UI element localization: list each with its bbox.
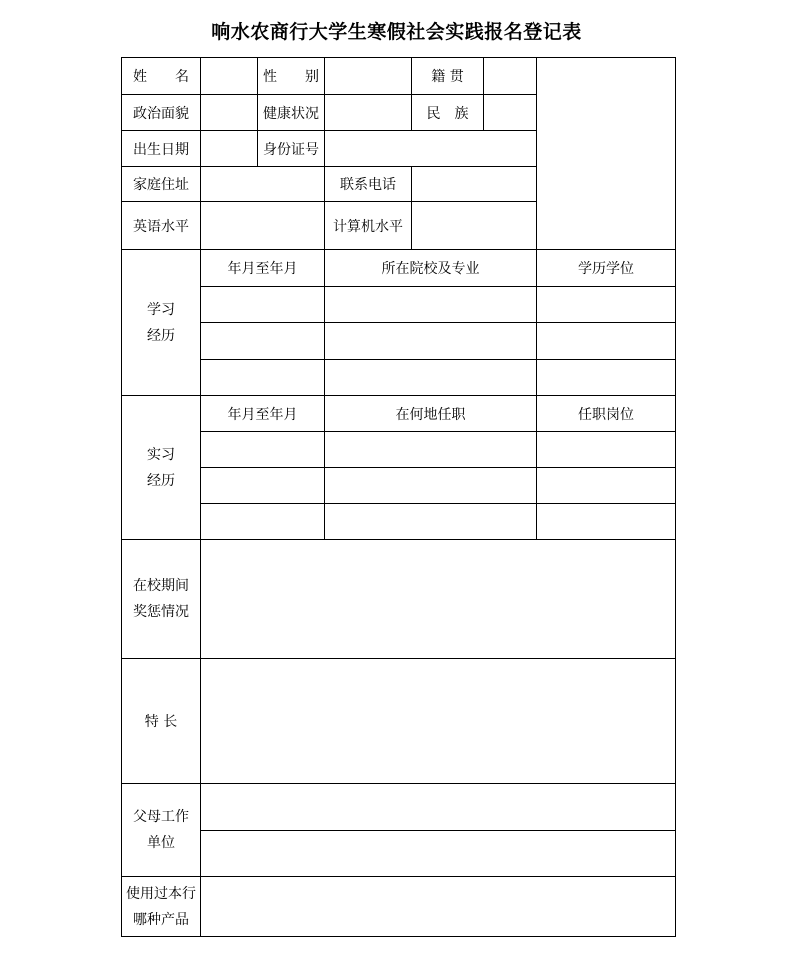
study-degree-field[interactable] bbox=[537, 323, 676, 360]
id-number-field[interactable] bbox=[325, 131, 537, 167]
products-used-label: 使用过本行 哪种产品 bbox=[122, 877, 201, 937]
study-degree-field[interactable] bbox=[537, 287, 676, 323]
study-school-header: 所在院校及专业 bbox=[325, 250, 537, 287]
study-period-header: 年月至年月 bbox=[201, 250, 325, 287]
birth-date-label: 出生日期 bbox=[122, 131, 201, 167]
study-period-field[interactable] bbox=[201, 287, 325, 323]
internship-period-field[interactable] bbox=[201, 432, 325, 468]
registration-form bbox=[121, 57, 676, 937]
internship-location-field[interactable] bbox=[325, 432, 537, 468]
internship-location-field[interactable] bbox=[325, 468, 537, 504]
id-number-label: 身份证号 bbox=[258, 131, 325, 167]
internship-position-field[interactable] bbox=[537, 504, 676, 540]
phone-field[interactable] bbox=[412, 167, 537, 202]
study-experience-label: 学习 经历 bbox=[122, 250, 201, 396]
address-field[interactable] bbox=[201, 167, 325, 202]
internship-position-field[interactable] bbox=[537, 468, 676, 504]
parents-work-label: 父母工作 单位 bbox=[122, 784, 201, 877]
computer-level-label: 计算机水平 bbox=[325, 202, 412, 250]
parents-work-field-2[interactable] bbox=[201, 831, 676, 877]
ethnicity-field[interactable] bbox=[484, 95, 537, 131]
internship-position-header: 任职岗位 bbox=[537, 396, 676, 432]
internship-period-header: 年月至年月 bbox=[201, 396, 325, 432]
internship-experience-label: 实习 经历 bbox=[122, 396, 201, 540]
parents-work-field-1[interactable] bbox=[201, 784, 676, 831]
internship-position-field[interactable] bbox=[537, 432, 676, 468]
english-level-label: 英语水平 bbox=[122, 202, 201, 250]
english-level-field[interactable] bbox=[201, 202, 325, 250]
study-school-field[interactable] bbox=[325, 360, 537, 396]
awards-field[interactable] bbox=[201, 540, 676, 659]
phone-label: 联系电话 bbox=[325, 167, 412, 202]
study-degree-header: 学历学位 bbox=[537, 250, 676, 287]
products-used-field[interactable] bbox=[201, 877, 676, 937]
study-school-field[interactable] bbox=[325, 323, 537, 360]
health-label: 健康状况 bbox=[258, 95, 325, 131]
specialty-field[interactable] bbox=[201, 659, 676, 784]
name-field[interactable] bbox=[201, 58, 258, 95]
name-label: 姓 名 bbox=[122, 58, 201, 95]
gender-field[interactable] bbox=[325, 58, 412, 95]
study-period-field[interactable] bbox=[201, 323, 325, 360]
political-status-field[interactable] bbox=[201, 95, 258, 131]
study-period-field[interactable] bbox=[201, 360, 325, 396]
internship-location-field[interactable] bbox=[325, 504, 537, 540]
internship-period-field[interactable] bbox=[201, 504, 325, 540]
gender-label: 性 别 bbox=[258, 58, 325, 95]
study-school-field[interactable] bbox=[325, 287, 537, 323]
awards-label: 在校期间 奖惩情况 bbox=[122, 540, 201, 659]
native-place-field[interactable] bbox=[484, 58, 537, 95]
study-degree-field[interactable] bbox=[537, 360, 676, 396]
political-status-label: 政治面貌 bbox=[122, 95, 201, 131]
specialty-label: 特 长 bbox=[122, 659, 201, 784]
birth-date-field[interactable] bbox=[201, 131, 258, 167]
computer-level-field[interactable] bbox=[412, 202, 537, 250]
form-title: 响水农商行大学生寒假社会实践报名登记表 bbox=[211, 21, 582, 43]
health-field[interactable] bbox=[325, 95, 412, 131]
internship-period-field[interactable] bbox=[201, 468, 325, 504]
native-place-label: 籍 贯 bbox=[412, 58, 484, 95]
ethnicity-label: 民 族 bbox=[412, 95, 484, 131]
address-label: 家庭住址 bbox=[122, 167, 201, 202]
internship-location-header: 在何地任职 bbox=[325, 396, 537, 432]
photo-area[interactable] bbox=[537, 58, 676, 250]
